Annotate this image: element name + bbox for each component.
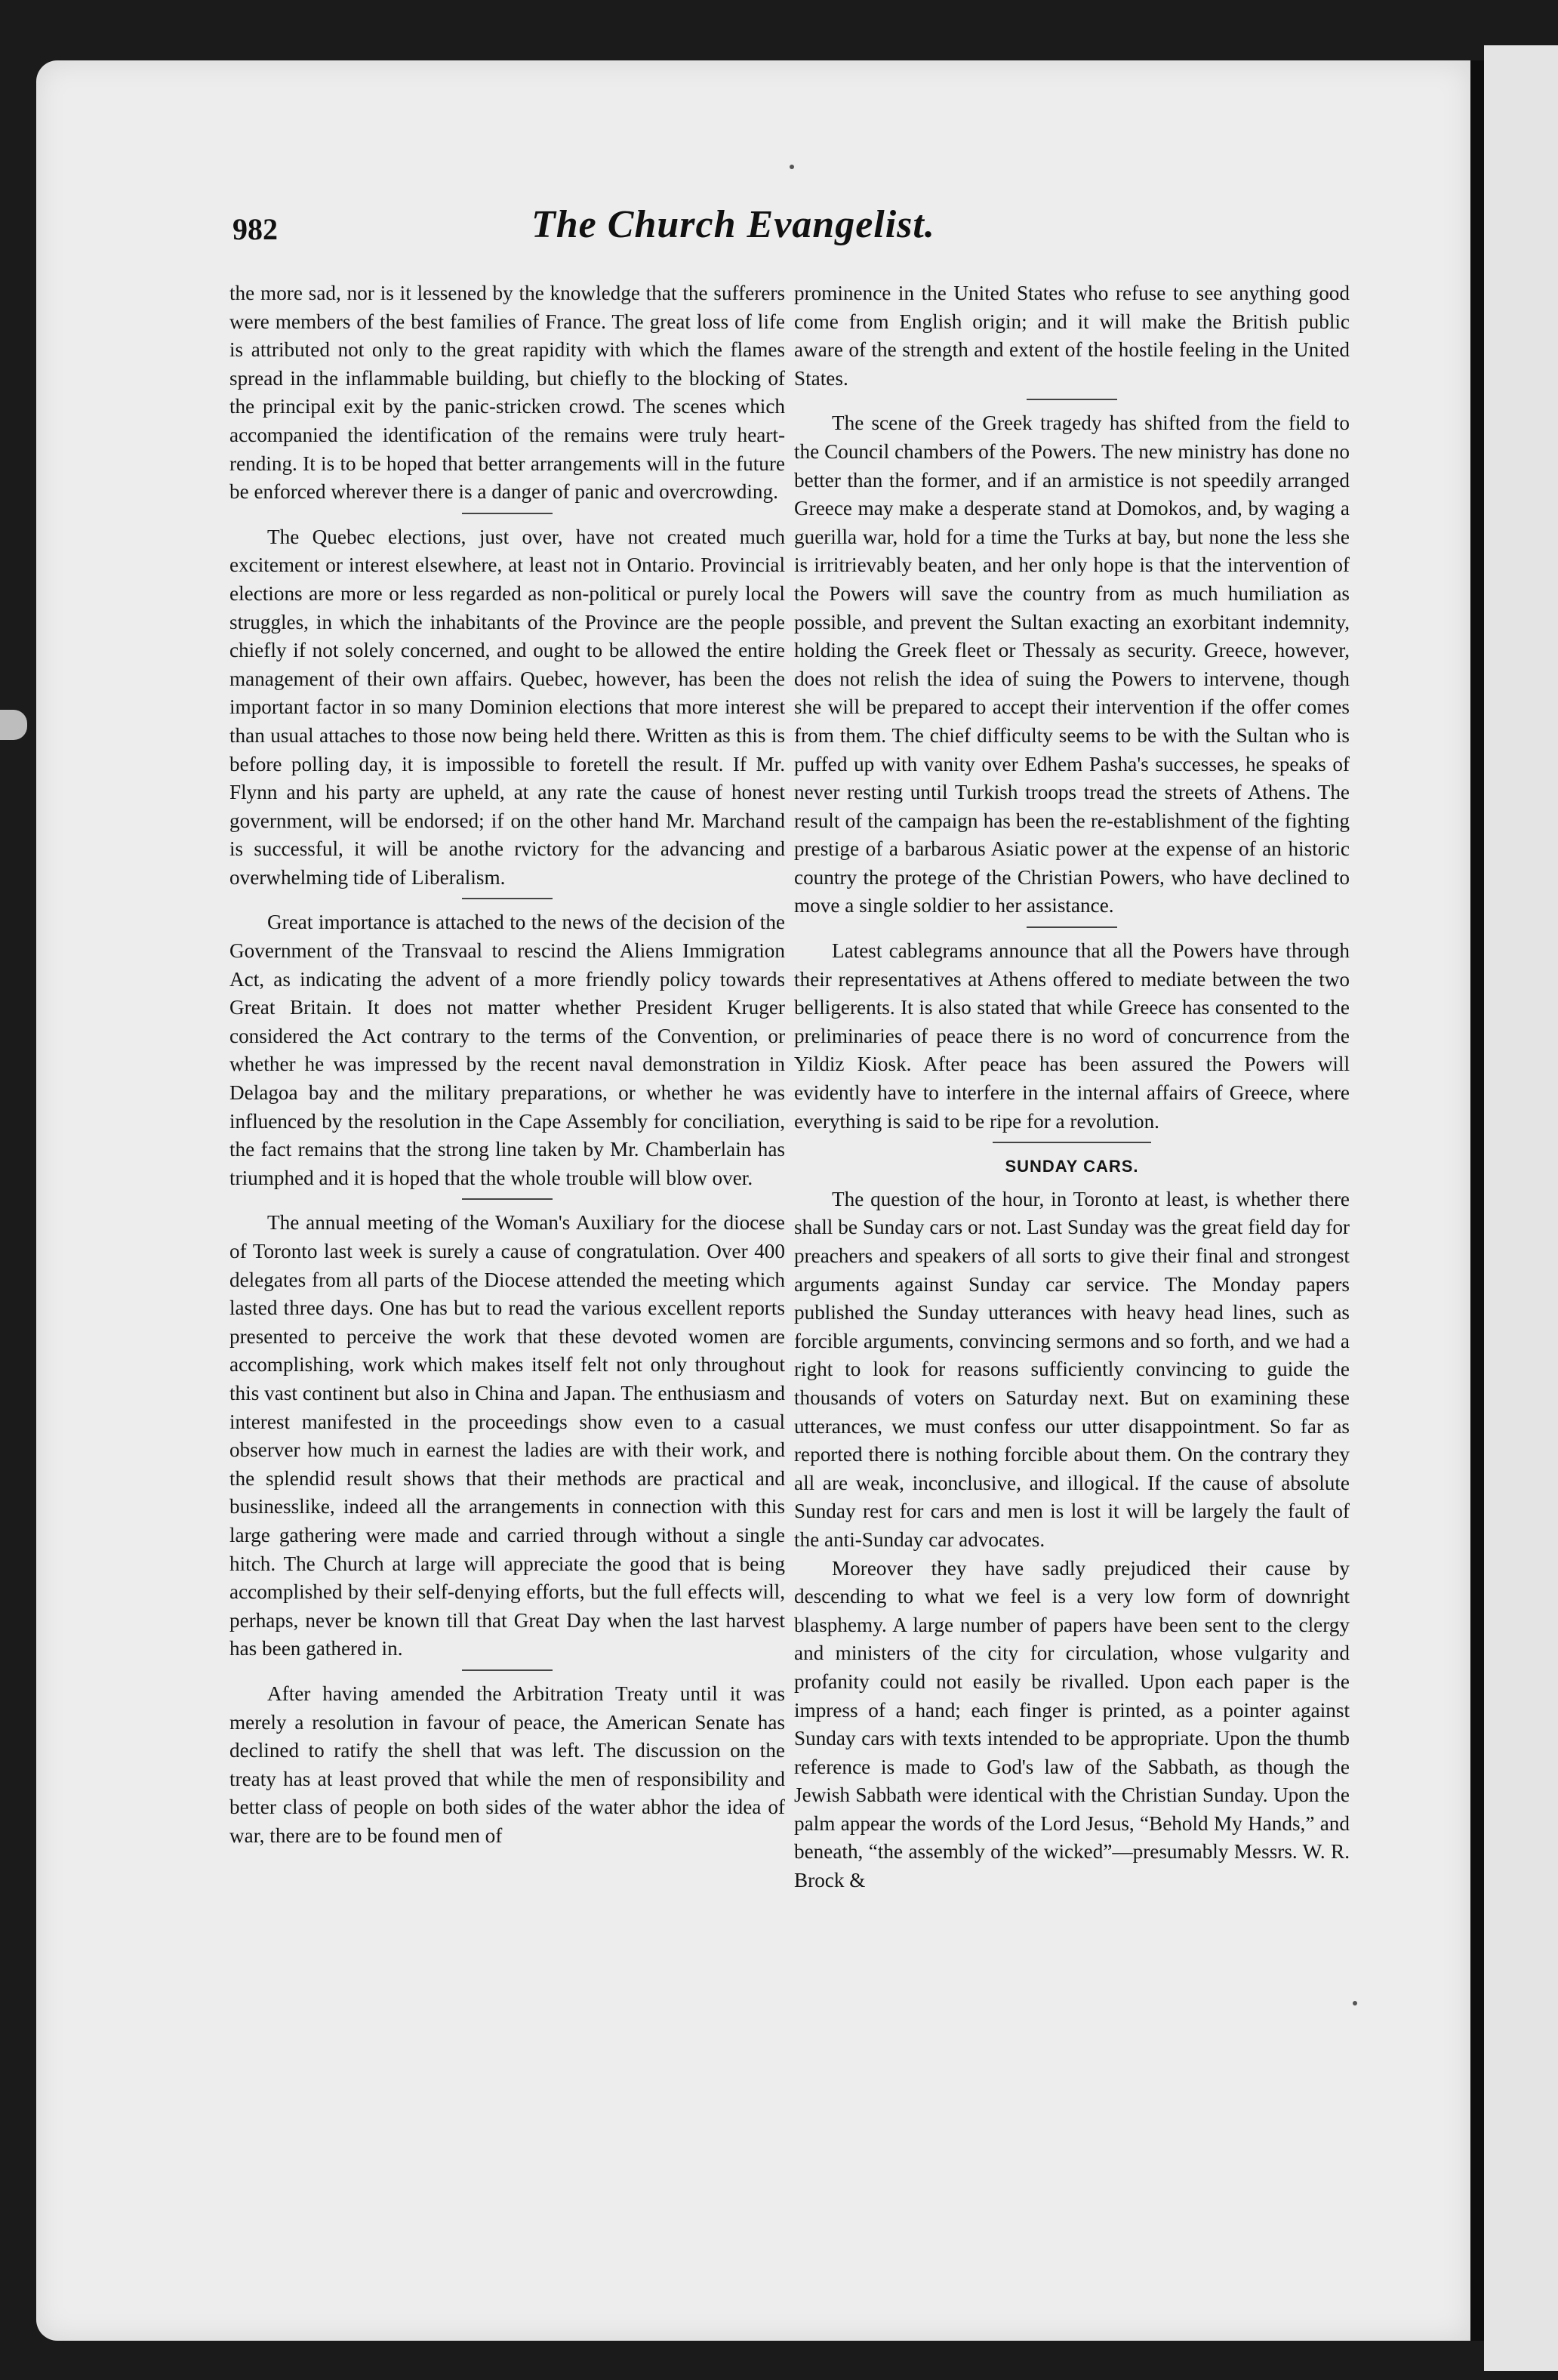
scan-speck xyxy=(790,165,794,169)
paragraph: prominence in the United States who refuse to see anything good come from English origin; and it will make the British public aware of the strength and extent of the hostile feeling in the United States. xyxy=(794,282,1350,390)
section-rule xyxy=(993,1142,1151,1143)
left-column xyxy=(229,279,785,1850)
paragraph: Latest cablegrams announce that all the Powers have through their representatives at Athens offered to mediate between the two belligerents. It is also stated that while Greece has consented to the preliminaries of peace there is no word of concurrence from the Yildiz Kiosk. After peace has been assured the Powers will evidently have to interfere in the internal affairs of Greece, where everything is said to be ripe for a revolution. xyxy=(794,939,1350,1133)
paragraph: The scene of the Greek tragedy has shifted from the field to the Council chambers of the Powers. The new ministry has done no better than the former, and if an armistice is not speedily arranged Greece may make a desperate stand at Domokos, and, by waging a guerilla war, hold for a time the Turks at bay, but none the less she is irritrievably beaten, and her only hope is that the intervention of the Powers will save the country from as much humiliation as possible, and prevent the Sultan exacting an exorbitant indemnity, holding the Greek fleet or Thessaly as security. Greece, however, does not relish the idea of suing the Powers to intervene, though she will be prepared to accept their intervention if the offer comes from them. The chief difficulty seems to be with the Sultan who is puffed up with vanity over Edhem Pasha's successes, he speaks of never resting until Turkish troops tread the streets of Athens. The result of the campaign has been the re-establishment of the fighting prestige of a barbarous Asiatic power at the expense of an historic country the protege of the Christian Powers, who have declined to move a single soldier to her assistance. xyxy=(794,412,1350,917)
scan-speck xyxy=(1353,2001,1357,2005)
scan-edge-mark xyxy=(0,710,27,740)
paragraph: The Quebec elections, just over, have not created much excitement or interest elsewhere, at least not in Ontario. Provincial elections are more or less regarded as non-political or purely local struggles, in which the inhabitants of the Province are the people chiefly if not solely concerned, and ought to be allowed the entire management of their own affairs. Quebec, however, has been the important factor in so many Dominion elections that more interest than usual attaches to those now being held there. Written as this is before polling day, it is impossible to foretell the result. If Mr. Flynn and his party are upheld, at any rate the cause of honest government, will be endorsed; if on the other hand Mr. Marchand is successful, it will be anothe rvictory for the advancing and overwhelming tide of Liberalism. xyxy=(229,525,785,889)
section-rule xyxy=(462,1198,553,1200)
section-rule xyxy=(462,898,553,899)
section-rule xyxy=(1027,926,1117,928)
page-gutter xyxy=(1470,60,1484,2341)
section-heading: SUNDAY CARS. xyxy=(1005,1157,1139,1176)
paragraph: The question of the hour, in Toronto at least, is whether there shall be Sunday cars or not. Last Sunday was the great field day for preachers and speakers of all sorts to give their final and strongest arguments against Sunday car service. The Monday papers published the Sunday utterances with heavy head lines, such as forcible arguments, convincing sermons and so forth, and we had a right to look for reasons sufficiently convincing to guide the thousands of voters on Saturday next. But on examining these utterances, we must confess our utter disappointment. So far as reported there is nothing forcible about them. On the contrary they all are weak, inconclusive, and illogical. If the cause of absolute Sunday rest for cars and men is lost it will be largely the fault of the anti-Sunday car advocates. xyxy=(794,1187,1350,1551)
publication-title: The Church Evangelist. xyxy=(531,203,935,246)
facing-page-edge xyxy=(1484,45,1558,2371)
paragraph: the more sad, nor is it lessened by the knowledge that the sufferers were members of the best families of France. The great loss of life is attributed not only to the great rapidity with which the flames spread in the inflammable building, but chiefly to the blocking of the principal exit by the panic-stricken crowd. The scenes which accompanied the identification of the remains were truly heart-rending. It is to be hoped that better arrangements will in the future be enforced wherever there is a danger of panic and overcrowding. xyxy=(229,282,785,504)
paragraph: After having amended the Arbitration Treaty until it was merely a resolution in favour of peace, the American Senate has declined to ratify the shell that was left. The discussion on the treaty has at least proved that while the men of responsibility and better class of people on both sides of the water abhor the idea of war, there are to be found men of xyxy=(229,1682,785,1847)
section-rule xyxy=(1027,399,1117,400)
right-column xyxy=(794,279,1350,1895)
page-number: 982 xyxy=(232,212,278,246)
paragraph: Great importance is attached to the news of the decision of the Government of the Transvaal to rescind the Aliens Immigration Act, as indicating the advent of a more friendly policy towards Great Britain. It does not matter whether President Kruger considered the Act contrary to the terms of the Convention, or whether he was impressed by the recent naval demonstration in Delagoa bay and the military preparations, or whether he was influenced by the resolution in the Cape Assembly for conciliation, the fact remains that the strong line taken by Mr. Chamberlain has triumphed and it is hoped that the whole trouble will blow over. xyxy=(229,911,785,1189)
section-rule xyxy=(462,1669,553,1671)
section-rule xyxy=(462,513,553,514)
paragraph: Moreover they have sadly prejudiced their cause by descending to what we feel is a very low form of downright blasphemy. A large number of papers have been sent to the clergy and ministers of the city for circulation, whose vulgarity and profanity could not easily be rivalled. Upon each paper is the impress of a hand; each finger is printed, as a pointer against Sunday cars with texts intended to be appropriate. Upon the thumb reference is made to God's law of the Sabbath, as though the Jewish Sabbath were identical with the Christian Sunday. Upon the palm appear the words of the Lord Jesus, “Behold My Hands,” and beneath, “the assembly of the wicked”—presumably Messrs. W. R. Brock & xyxy=(794,1556,1350,1892)
paragraph: The annual meeting of the Woman's Auxiliary for the diocese of Toronto last week is surely a cause of congratulation. Over 400 delegates from all parts of the Diocese attended the meeting which lasted three days. One has but to read the various excellent reports presented to perceive the work that these devoted women are accomplishing, work which makes itself felt not only throughout this vast continent but also in China and Japan. The enthusiasm and interest manifested in the proceedings show even to a casual observer how much in earnest the ladies are with their work, and the splendid result shows that their methods are practical and businesslike, indeed all the arrangements in connection with this large gathering were made and carried through without a single hitch. The Church at large will appreciate the good that is being accomplished by their self-denying efforts, but the full effects will, perhaps, never be known till that Great Day when the last harvest has been gathered in. xyxy=(229,1211,785,1660)
page-header xyxy=(232,202,1342,255)
